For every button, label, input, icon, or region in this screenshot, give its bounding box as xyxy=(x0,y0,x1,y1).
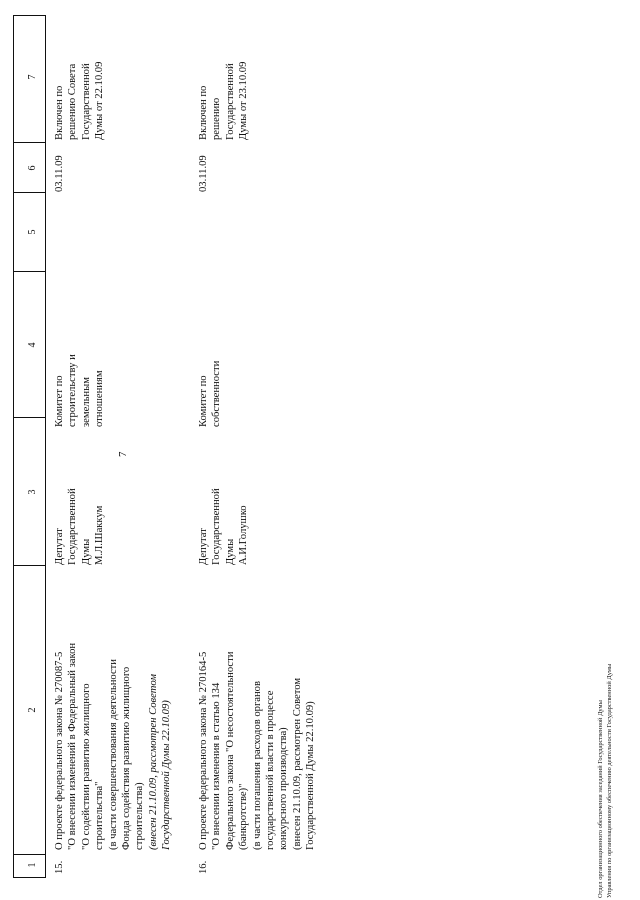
column-number-3: 3 xyxy=(27,489,38,495)
column-number-6: 6 xyxy=(27,165,38,171)
column-header-row xyxy=(13,15,46,878)
column-number-7: 7 xyxy=(27,74,38,80)
column-number-2: 2 xyxy=(27,707,38,713)
column-number-1: 1 xyxy=(27,862,38,868)
row-number: 16. xyxy=(198,860,209,874)
responsible-committee: Комитет по собственности xyxy=(198,360,223,427)
consideration-date: 03.11.09 xyxy=(54,155,65,192)
column-number-5: 5 xyxy=(27,229,38,235)
inclusion-status: Включен по решению Совета Государственной Думы от 22.10.09 xyxy=(54,61,106,140)
bill-author: Депутат Государственной Думы А.И.Голушко xyxy=(198,488,250,565)
column-divider xyxy=(14,565,45,566)
footer-directorate: Управления по организационному обеспечению деятельности Государственной Думы xyxy=(606,663,613,898)
page-number: 7 xyxy=(117,451,129,457)
consideration-date: 03.11.09 xyxy=(198,155,209,192)
column-divider xyxy=(14,417,45,418)
bill-description: О проекте федерального закона № 270087-5 "О внесении изменений в Федеральный закон "О содействии развитию жилищного строительства" (в части совершенствования деятельности Фонда содействия развитию жилищного строительства) xyxy=(54,642,146,850)
inclusion-status: Включен по решению Государственной Думы от 23.10.09 xyxy=(198,61,250,140)
column-number-4: 4 xyxy=(27,342,38,348)
responsible-committee: Комитет по строительству и земельным отношениям xyxy=(54,354,106,427)
bill-submission-note: (внесен 21.10.09, рассмотрен Советом Государственной Думы 22.10.09) xyxy=(148,674,173,850)
column-divider xyxy=(14,192,45,193)
footer-department: Отдел организационного обеспечения заседаний Государственной Думы xyxy=(597,700,604,898)
column-divider xyxy=(14,142,45,143)
bill-author: Депутат Государственной Думы М.Л.Шаккум xyxy=(54,488,106,565)
row-number: 15. xyxy=(54,860,65,874)
column-divider xyxy=(14,271,45,272)
bill-description: О проекте федерального закона № 270164-5 "О внесении изменения в статью 134 Федерального закона "О несостоятельности (банкротстве)" (в части погашения расходов органов государственной власти в процессе конкурсного производства) (внесен 21.10.09, рассмотрен Советом Государственной Думы 22.10.09) xyxy=(198,651,317,850)
